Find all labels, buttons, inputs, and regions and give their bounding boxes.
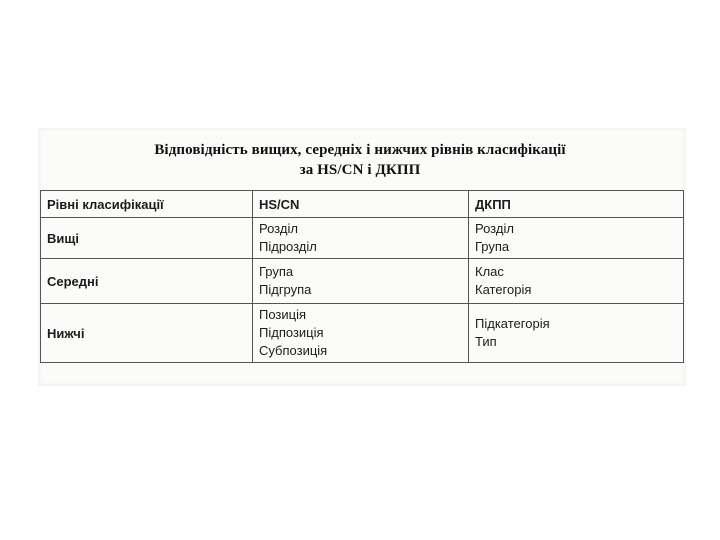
table-row xyxy=(41,218,684,259)
hs-cn-item: Група xyxy=(259,264,294,279)
header-dkpp: ДКПП xyxy=(469,191,684,218)
row-level-label: Нижчі xyxy=(41,304,253,363)
hs-cn-item: Підрозділ xyxy=(259,239,317,254)
header-levels: Рівні класифікації xyxy=(41,191,253,218)
hs-cn-item: Позиція xyxy=(259,307,307,322)
table-header-row xyxy=(41,191,684,218)
table-row xyxy=(41,304,684,363)
dkpp-cell xyxy=(469,218,684,259)
hs-cn-cell xyxy=(253,304,469,363)
dkpp-item: Категорія xyxy=(475,282,532,297)
hs-cn-item: Підгрупа xyxy=(259,282,312,297)
dkpp-item: Тип xyxy=(475,334,497,349)
document-title: Відповідність вищих, середніх і нижчих рівнів класифікації xyxy=(154,142,566,158)
hs-cn-item: Розділ xyxy=(259,221,298,236)
dkpp-cell xyxy=(469,259,684,304)
dkpp-item: Група xyxy=(475,239,510,254)
dkpp-item: Підкатегорія xyxy=(475,316,550,331)
hs-cn-item: Підпозиція xyxy=(259,325,324,340)
table-row xyxy=(41,259,684,304)
hs-cn-item: Субпозиція xyxy=(259,343,328,358)
document-subtitle: за HS/CN і ДКПП xyxy=(299,162,421,178)
dkpp-cell xyxy=(469,304,684,363)
header-hs-cn: HS/CN xyxy=(253,191,469,218)
hs-cn-cell xyxy=(253,259,469,304)
row-level-label: Вищі xyxy=(41,218,253,259)
dkpp-item: Розділ xyxy=(475,221,514,236)
row-level-label: Середні xyxy=(41,259,253,304)
classification-table xyxy=(40,190,684,363)
dkpp-item: Клас xyxy=(475,264,504,279)
hs-cn-cell xyxy=(253,218,469,259)
